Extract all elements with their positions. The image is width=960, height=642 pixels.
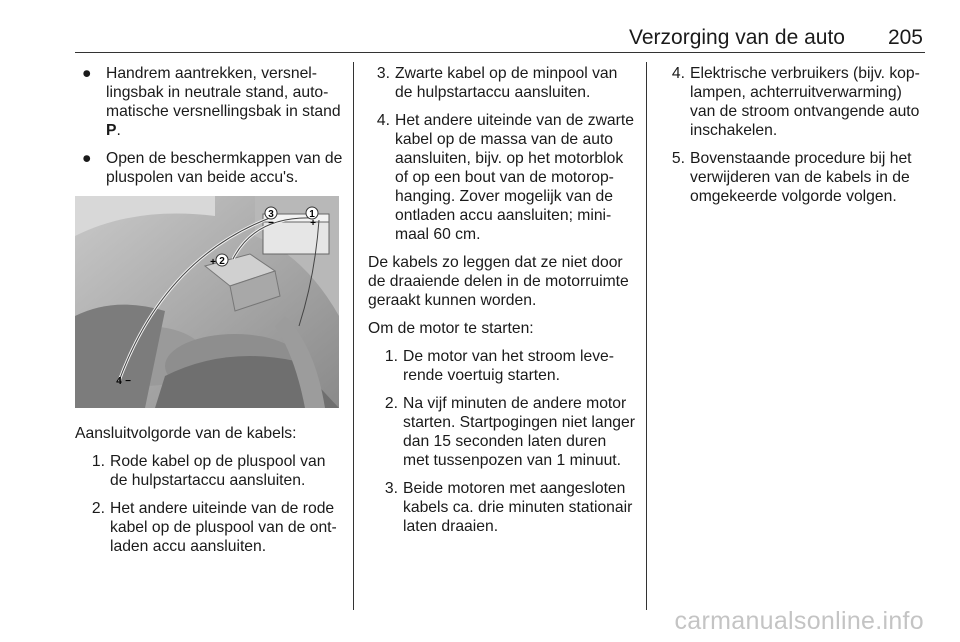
bullet-text: Handrem aantrekken, versnel-lingsbak in neutrale stand, auto-matische versnellingsbak in stand <box>106 65 341 120</box>
step-number: 2. <box>91 500 105 517</box>
bullet-text-end: . <box>116 122 121 139</box>
step-number: 4. <box>376 112 390 129</box>
step-number: 3. <box>376 65 390 82</box>
bullet-mark: ● <box>82 65 92 82</box>
gear-position: P <box>106 122 117 139</box>
step-text: Bovenstaande procedure bij het verwijderen van de kabels in de omgekeerde volgorde volgen. <box>690 150 912 205</box>
callout-label: 4 <box>116 376 122 387</box>
column-1 <box>75 64 345 565</box>
step-text: Rode kabel op de pluspool van de hulpstartaccu aansluiten. <box>110 453 326 489</box>
engine-bay-drawing <box>75 196 339 408</box>
page-number: 205 <box>887 26 923 49</box>
step-text: Het andere uiteinde van de zwarte kabel op de massa van de auto aansluiten, bijv. op het motorblok of op een bout van de motorop-hanging. Zover mogelijk van de ontladen accu aansluiten; mini-maal 60 cm. <box>395 112 634 243</box>
column-divider <box>353 62 354 610</box>
jump-start-illustration <box>75 196 339 408</box>
step-number: 4. <box>671 65 685 82</box>
step-number: 3. <box>384 480 398 497</box>
callout-label: 3 <box>268 209 274 220</box>
polarity-sign: − <box>268 218 274 229</box>
sequence-intro: Aansluitvolgorde van de kabels: <box>75 425 297 442</box>
list-item <box>376 347 636 385</box>
polarity-sign: + <box>210 257 216 268</box>
step-number: 2. <box>384 395 398 412</box>
step-number: 5. <box>671 150 685 167</box>
column-3 <box>663 64 928 215</box>
polarity-sign: + <box>310 218 316 229</box>
bullet-mark: ● <box>82 150 92 167</box>
callout-label: 2 <box>219 256 225 267</box>
step-number: 1. <box>91 453 105 470</box>
list-item <box>663 64 928 140</box>
step-text: Beide motoren met aangesloten kabels ca. drie minuten stationair laten draaien. <box>403 480 633 535</box>
page-title: Verzorging van de auto <box>629 26 845 49</box>
list-item <box>83 452 345 490</box>
cable-routing-note: De kabels zo leggen dat ze niet door de draaiende delen in de motorruimte geraakt kunnen worden. <box>368 254 629 309</box>
start-engine-intro: Om de motor te starten: <box>368 320 534 337</box>
bullet-item <box>75 149 345 187</box>
step-number: 1. <box>384 348 398 365</box>
page-header <box>75 24 925 53</box>
list-item <box>368 64 636 102</box>
list-item <box>376 394 636 470</box>
list-item <box>368 111 636 244</box>
column-divider <box>646 62 647 610</box>
watermark: carmanualsonline.info <box>674 607 924 635</box>
step-text: De motor van het stroom leve-rende voertuig starten. <box>403 348 614 384</box>
list-item <box>663 149 928 206</box>
step-text: Elektrische verbruikers (bijv. kop-lampen, achterruitverwarming) van de stroom ontvangende auto inschakelen. <box>690 65 920 139</box>
step-text: Het andere uiteinde van de rode kabel op de pluspool van de ont-laden accu aansluiten. <box>110 500 337 555</box>
list-item <box>83 499 345 556</box>
bullet-item <box>75 64 345 140</box>
callout-label: 1 <box>309 209 315 220</box>
step-text: Zwarte kabel op de minpool van de hulpstartaccu aansluiten. <box>395 65 618 101</box>
column-2 <box>368 64 636 545</box>
polarity-sign: − <box>125 376 131 387</box>
list-item <box>376 479 636 536</box>
step-text: Na vijf minuten de andere motor starten. Startpogingen niet langer dan 15 seconden laten duren met tussenpozen van 1 minuut. <box>403 395 635 469</box>
bullet-text: Open de beschermkappen van de pluspolen van beide accu's. <box>106 150 343 186</box>
